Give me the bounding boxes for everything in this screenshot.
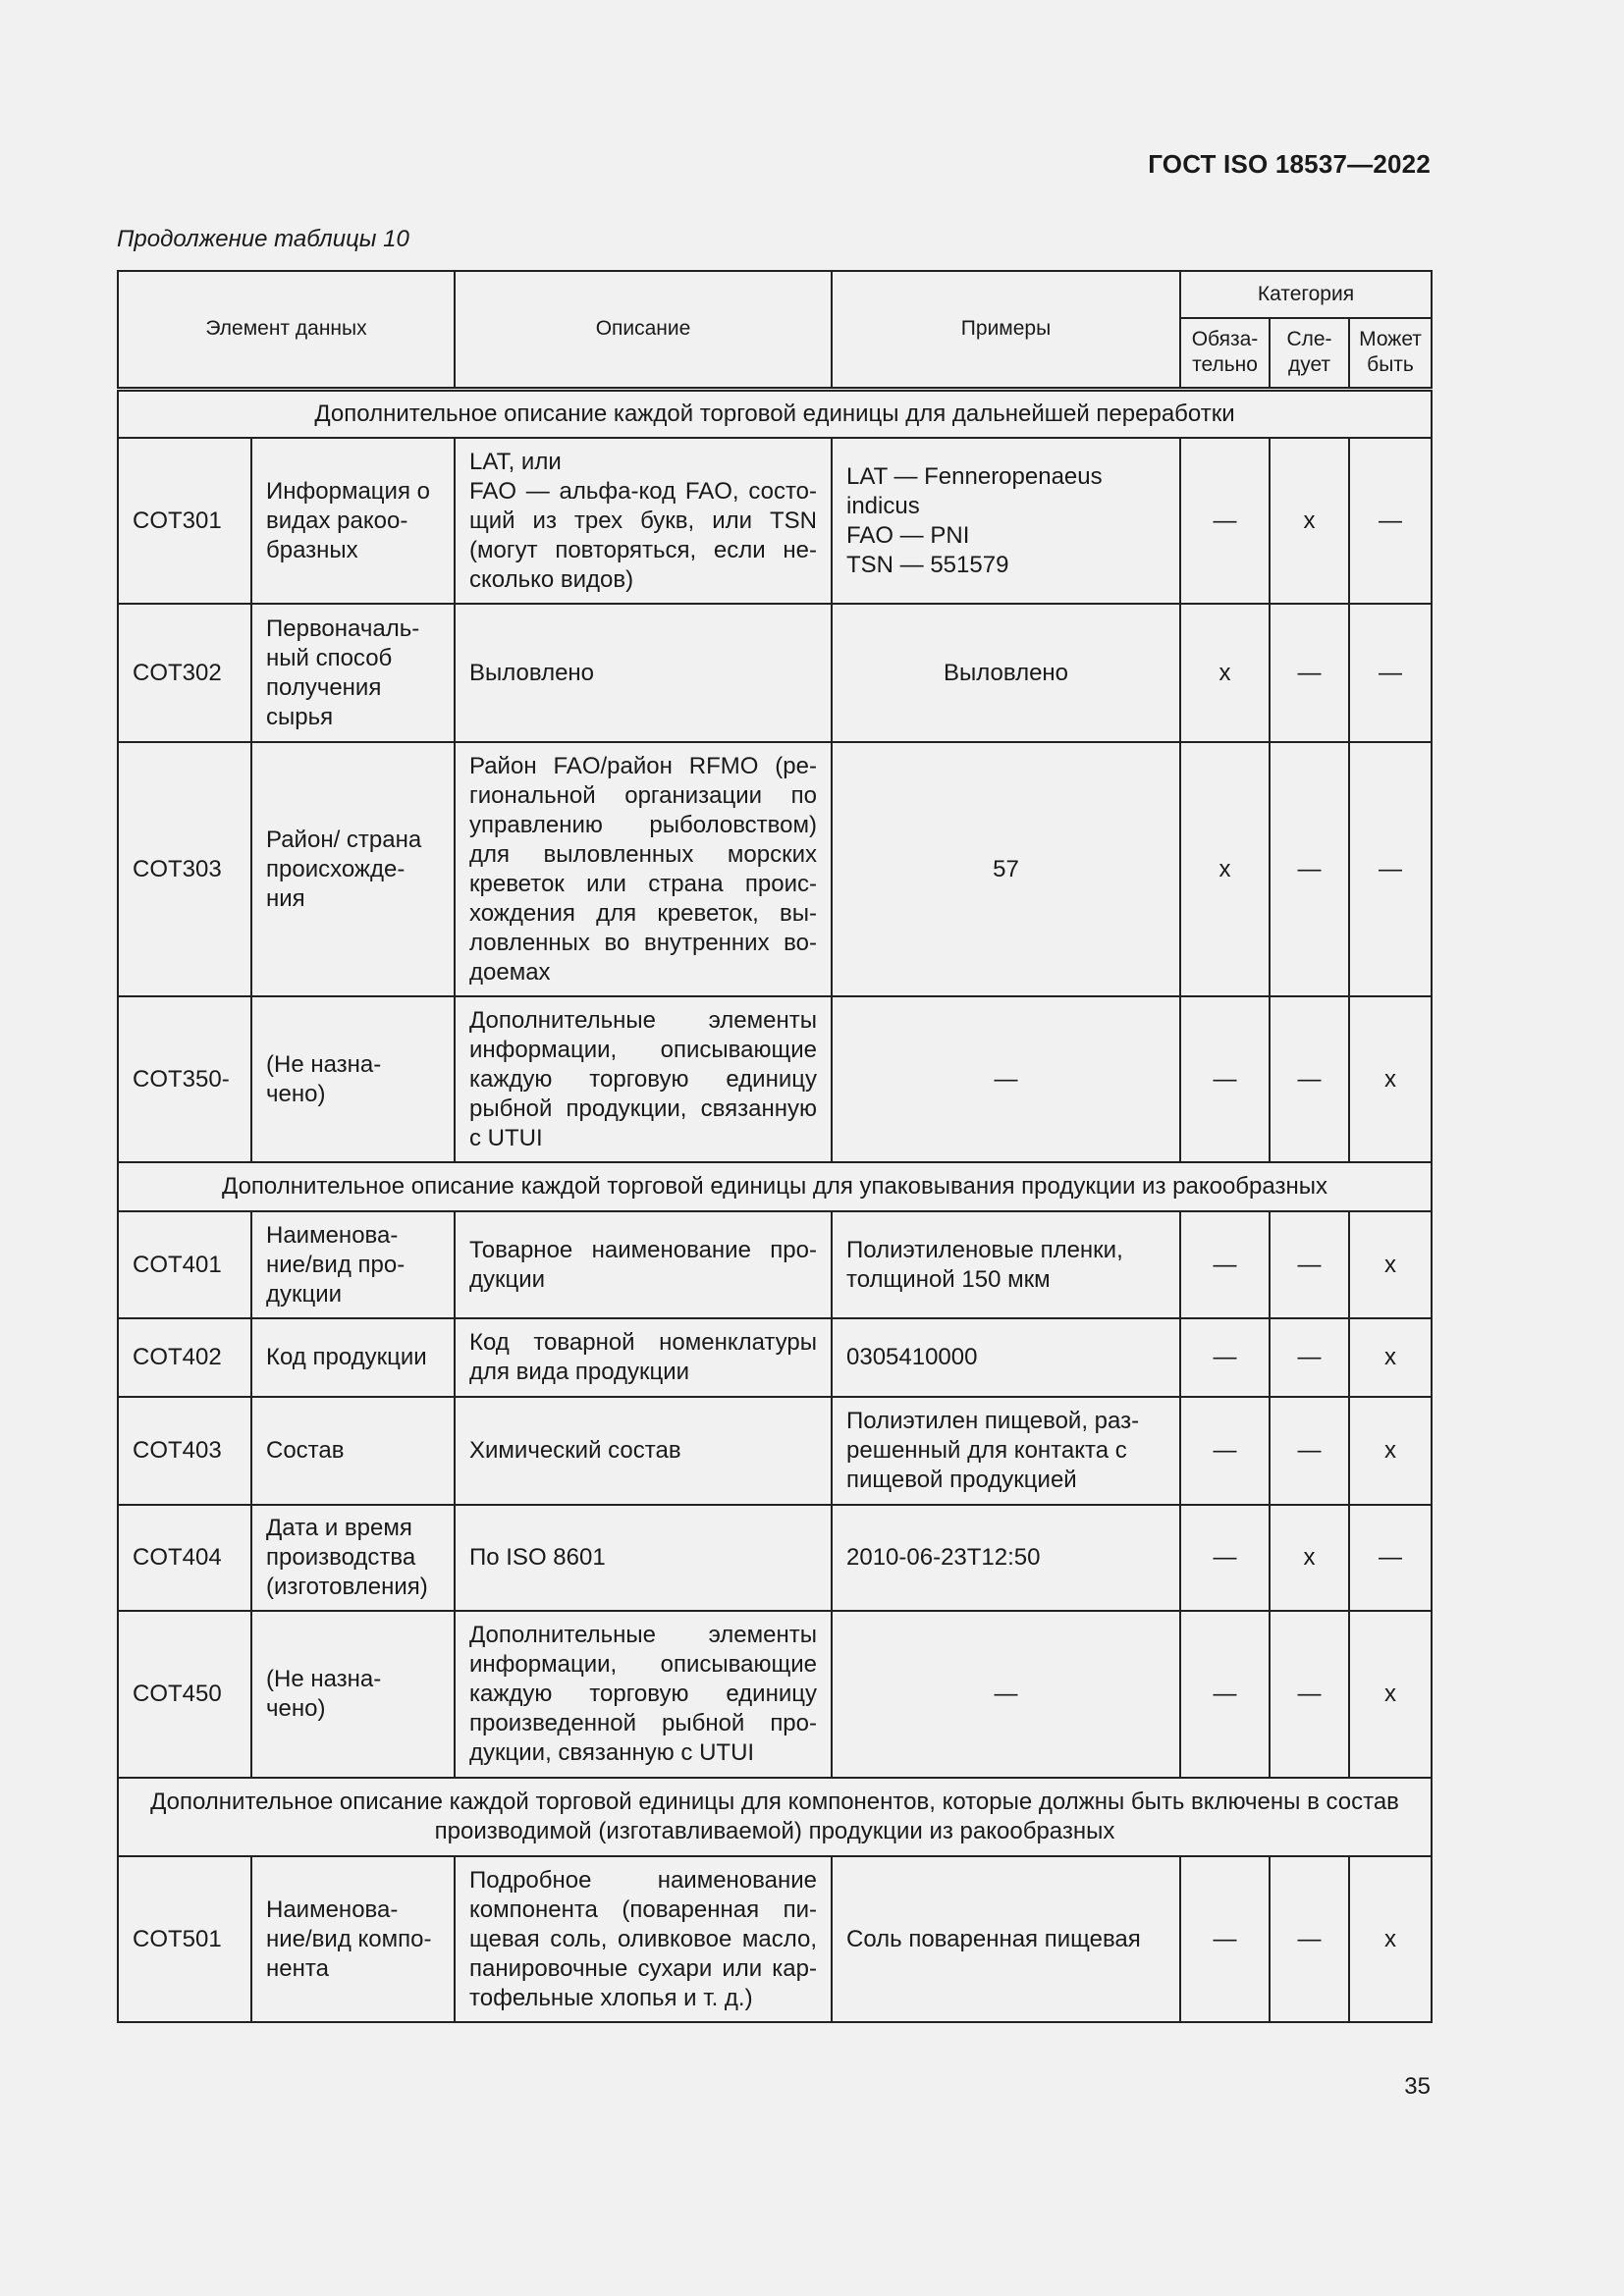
- header-element: Элемент данных: [118, 271, 455, 389]
- row-code: COT401: [118, 1211, 251, 1318]
- row-code: COT402: [118, 1318, 251, 1397]
- row-mandatory: —: [1180, 1397, 1270, 1505]
- table-header-row-1: [118, 271, 1432, 318]
- row-example: —: [832, 1611, 1180, 1778]
- row-description: Выловлено: [455, 604, 832, 742]
- row-name: Код продукции: [251, 1318, 455, 1397]
- row-mandatory: —: [1180, 1318, 1270, 1397]
- table-row: [118, 1505, 1432, 1611]
- header-should: Сле- дует: [1270, 318, 1349, 389]
- section-header-row: [118, 1778, 1432, 1856]
- row-mandatory: —: [1180, 996, 1270, 1162]
- row-example: Полиэтиленовые пленки, толщиной 150 мкм: [832, 1211, 1180, 1318]
- row-may: x: [1349, 1318, 1432, 1397]
- table-row: [118, 1211, 1432, 1318]
- row-name: Информация о видах ракоо-бразных: [251, 438, 455, 604]
- row-should: —: [1270, 1318, 1349, 1397]
- table-row: [118, 1397, 1432, 1505]
- row-may: —: [1349, 742, 1432, 996]
- row-code: COT403: [118, 1397, 251, 1505]
- row-description: Район FAO/район RFMO (ре-гиональной организации по управлению рыболовством) для выловленных морских креветок или страна проис-хождения для креветок, вы-ловленных во внутренних во-доемах: [455, 742, 832, 996]
- row-name: Наименова-ние/вид компо-нента: [251, 1856, 455, 2022]
- table-continuation-caption: Продолжение таблицы 10: [117, 226, 409, 252]
- row-may: —: [1349, 438, 1432, 604]
- row-mandatory: —: [1180, 1856, 1270, 2022]
- section-title: Дополнительное описание каждой торговой единицы для компонентов, которые должны быть включены в состав производимой (изготавливаемой) продукции из ракообразных: [118, 1778, 1432, 1856]
- row-should: x: [1270, 438, 1349, 604]
- row-may: x: [1349, 996, 1432, 1162]
- table-row: [118, 438, 1432, 604]
- row-description: Дополнительные элементы информации, описывающие каждую торговую единицу рыбной продукции, связанную с UTUI: [455, 996, 832, 1162]
- row-should: —: [1270, 1397, 1349, 1505]
- row-description: Товарное наименование про-дукции: [455, 1211, 832, 1318]
- row-name: Состав: [251, 1397, 455, 1505]
- row-description: Дополнительные элементы информации, описывающие каждую торговую единицу произведенной рыбной про-дукции, связанную с UTUI: [455, 1611, 832, 1778]
- row-example: 2010-06-23T12:50: [832, 1505, 1180, 1611]
- row-may: x: [1349, 1397, 1432, 1505]
- row-name: (Не назна-чено): [251, 996, 455, 1162]
- section-header-row: [118, 1162, 1432, 1211]
- row-mandatory: —: [1180, 1611, 1270, 1778]
- table-row: [118, 1318, 1432, 1397]
- row-may: —: [1349, 604, 1432, 742]
- header-mandatory: Обяза- тельно: [1180, 318, 1270, 389]
- table-row: [118, 1611, 1432, 1778]
- section-title: Дополнительное описание каждой торговой единицы для упаковывания продукции из ракообразных: [118, 1162, 1432, 1211]
- row-should: —: [1270, 1211, 1349, 1318]
- data-elements-table: [117, 270, 1433, 2023]
- row-should: —: [1270, 604, 1349, 742]
- table-row: [118, 1856, 1432, 2022]
- row-should: —: [1270, 1611, 1349, 1778]
- row-may: x: [1349, 1611, 1432, 1778]
- header-examples: Примеры: [832, 271, 1180, 389]
- row-may: x: [1349, 1856, 1432, 2022]
- row-code: COT303: [118, 742, 251, 996]
- row-should: x: [1270, 1505, 1349, 1611]
- document-code: ГОСТ ISO 18537—2022: [1148, 149, 1431, 179]
- table-row: [118, 996, 1432, 1162]
- section-title: Дополнительное описание каждой торговой единицы для дальнейшей переработки: [118, 389, 1432, 438]
- row-name: Дата и время производства (изготовления): [251, 1505, 455, 1611]
- row-code: COT302: [118, 604, 251, 742]
- row-mandatory: —: [1180, 1505, 1270, 1611]
- row-example: Соль поваренная пищевая: [832, 1856, 1180, 2022]
- row-may: x: [1349, 1211, 1432, 1318]
- row-code: COT301: [118, 438, 251, 604]
- row-name: Район/ страна происхожде-ния: [251, 742, 455, 996]
- row-should: —: [1270, 996, 1349, 1162]
- header-description: Описание: [455, 271, 832, 389]
- row-code: COT350-: [118, 996, 251, 1162]
- row-description: Химический состав: [455, 1397, 832, 1505]
- row-description: По ISO 8601: [455, 1505, 832, 1611]
- row-may: —: [1349, 1505, 1432, 1611]
- row-example: —: [832, 996, 1180, 1162]
- page-number: 35: [1404, 2073, 1431, 2100]
- header-category: Категория: [1180, 271, 1432, 318]
- row-example: Полиэтилен пищевой, раз-решенный для контакта с пищевой продукцией: [832, 1397, 1180, 1505]
- row-description: Код товарной номенклатуры для вида продукции: [455, 1318, 832, 1397]
- table-row: [118, 742, 1432, 996]
- row-name: Наименова-ние/вид про-дукции: [251, 1211, 455, 1318]
- row-code: COT450: [118, 1611, 251, 1778]
- row-description: LAT, или FAO — альфа-код FAO, состо-щий из трех букв, или TSN (могут повторяться, если не-сколько видов): [455, 438, 832, 604]
- row-should: —: [1270, 742, 1349, 996]
- row-code: COT501: [118, 1856, 251, 2022]
- row-code: COT404: [118, 1505, 251, 1611]
- row-mandatory: —: [1180, 1211, 1270, 1318]
- row-name: (Не назна-чено): [251, 1611, 455, 1778]
- row-example: 0305410000: [832, 1318, 1180, 1397]
- row-should: —: [1270, 1856, 1349, 2022]
- row-description: Подробное наименование компонента (поваренная пи-щевая соль, оливковое масло, панировочные сухари или кар-тофельные хлопья и т. д.): [455, 1856, 832, 2022]
- row-mandatory: x: [1180, 742, 1270, 996]
- row-example: Выловлено: [832, 604, 1180, 742]
- header-may: Может быть: [1349, 318, 1432, 389]
- section-header-row: [118, 389, 1432, 438]
- table-row: [118, 604, 1432, 742]
- row-name: Первоначаль-ный способ получения сырья: [251, 604, 455, 742]
- row-mandatory: —: [1180, 438, 1270, 604]
- row-example: LAT — Fenneropenaeus indicus FAO — PNI TSN — 551579: [832, 438, 1180, 604]
- row-example: 57: [832, 742, 1180, 996]
- row-mandatory: x: [1180, 604, 1270, 742]
